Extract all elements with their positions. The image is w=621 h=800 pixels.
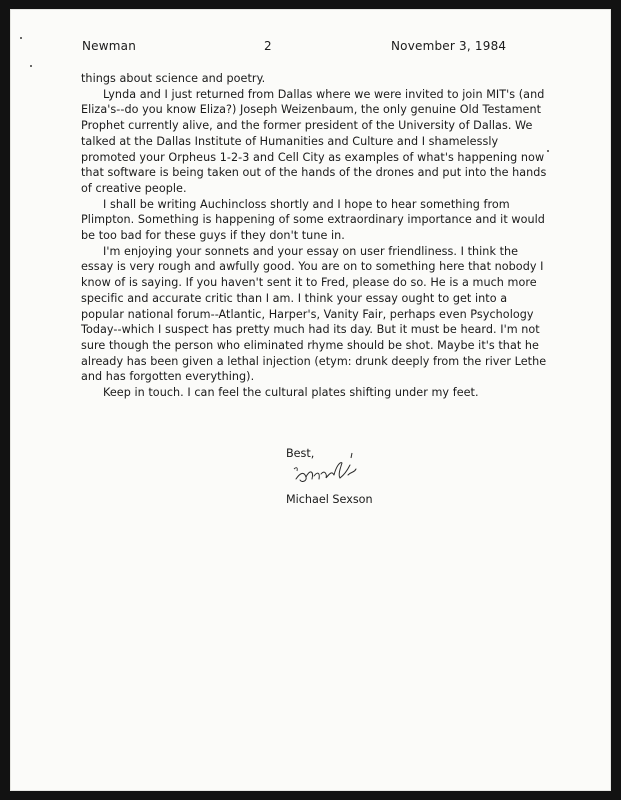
header-recipient: Newman xyxy=(82,39,137,53)
paper-speck xyxy=(30,65,32,67)
paragraph-keep-in-touch: Keep in touch. I can feel the cultural plates shifting under my feet. xyxy=(103,386,479,400)
paragraph-continuation: things about science and poetry. xyxy=(81,72,266,85)
paragraph-essay: I'm enjoying your sonnets and your essay on user friendliness. I think the essay is very rough and awfully good. You are on to something here that nobody I know of is saying. If you haven't sent it to Fred, please do so. He is a much more specific and accurate critic than I am. I think your essay ought to get into a popular national forum--Atlantic, Harper's, Vanity Fair, perhaps even Psychology Today--which I suspect has pretty much had its day. But it must be heard. I'm not sure though the person who eliminated rhyme should be shot. Maybe it's that he already has been given a lethal injection (etym: drunk deeply from the river Lethe and has forgotten everything). xyxy=(81,244,547,384)
closing-salutation: Best, xyxy=(286,447,315,460)
handwritten-signature xyxy=(290,449,360,491)
paragraph-dallas: Lynda and I just returned from Dallas where we were invited to join MIT's (and Eliza's--do you know Eliza?) Joseph Weizenbaum, the only genuine Old Testament Prophet currently alive, and the former president of the University of Dallas. We talked at the Dallas Institute of Humanities and Culture and I shamelessly promoted your Orpheus 1-2-3 and Cell City as examples of what's happening now that software is being taken out of the hands of the drones and put into the hands of creative people. xyxy=(81,87,547,195)
paper-speck xyxy=(20,37,22,39)
paragraph-auchincloss: I shall be writing Auchincloss shortly and I hope to hear something from Plimpton. Something is happening of some extraordinary importance and it would be too bad for these guys if they don't tune in. xyxy=(81,197,545,243)
signer-name: Michael Sexson xyxy=(286,493,373,506)
letter-page xyxy=(10,9,611,791)
header-page-number: 2 xyxy=(264,39,272,53)
letter-body xyxy=(81,71,551,401)
header-date: November 3, 1984 xyxy=(391,39,507,53)
